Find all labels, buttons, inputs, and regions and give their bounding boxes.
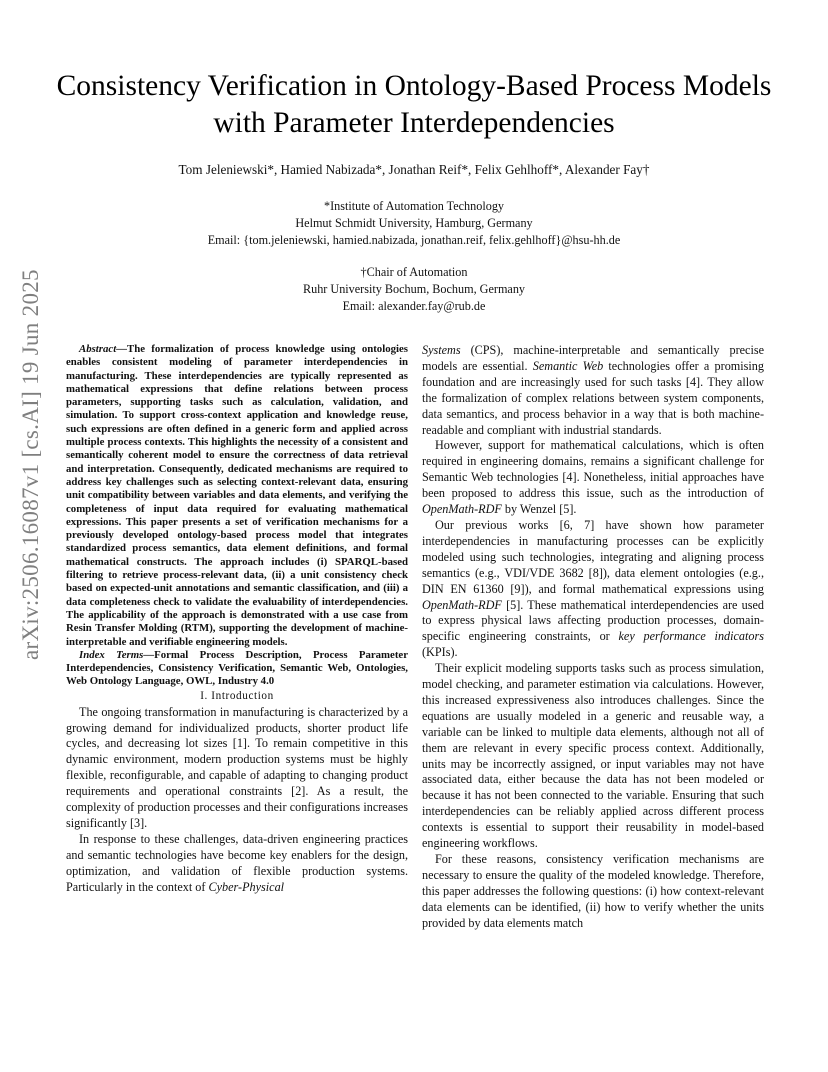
section-heading-introduction: I. Introduction xyxy=(200,689,274,702)
index-terms-label: Index Terms— xyxy=(79,648,155,661)
right-paragraph-1: Systems (CPS), machine-interpretable and semantically precise models are essential. Semantic Web technologies offer a promising foundation and are increasingly used for such tasks [4]. They allow the formalization of complex relations between system components, data semantics, and process behavior in a way that is both machine-readable and compliant with industrial standards. xyxy=(422,343,764,437)
affiliation-2-email: Email: alexander.fay@rub.de xyxy=(342,298,486,313)
right-paragraph-3: Our previous works [6, 7] have shown how parameter interdependencies in manufacturing processes can be explicitly modeled using such technologies, integrating and aligning process semantics (e.g., VDI/VDE 3682 [8]), data element ontologies (e.g., DIN EN 61360 [9]), and formal mathematical expressions using OpenMath-RDF [5]. These mathematical interdependencies are used to express physical laws affecting production processes, domain-specific engineering constraints, or key performance indicators (KPIs). xyxy=(422,517,764,660)
affiliation-1-email: Email: {tom.jeleniewski, hamied.nabizada, jonathan.reif, felix.gehlhoff}@hsu-hh.de xyxy=(207,232,621,247)
right-column xyxy=(422,343,764,932)
affiliation-2-chair: †Chair of Automation xyxy=(360,265,468,279)
affiliation-1-university: Helmut Schmidt University, Hamburg, Germany xyxy=(295,215,533,230)
paper-title: Consistency Verification in Ontology-Based Process Models with Parameter Interdependencies xyxy=(56,70,772,139)
left-column xyxy=(66,343,408,896)
abstract-label: Abstract— xyxy=(79,343,127,355)
author-list: Tom Jeleniewski*, Hamied Nabizada*, Jonathan Reif*, Felix Gehlhoff*, Alexander Fay† xyxy=(178,162,650,177)
right-paragraph-4: Their explicit modeling supports tasks such as process simulation, model checking, and parameter estimation via calculations. However, this increased expressiveness also introduces challenges. Since the equations are usually modeled in a generic and reusable way, a variable can be linked to multiple data elements, although not all of them are relevant in every specific process context. Additionally, units may be incorrectly assigned, or input variables may not have associated data, either because the data has not been modeled or because it has not been connected to the variable. Ensuring that such interdependencies can be reliably applied across different process contexts is essential to support their reusability in model-based engineering workflows. xyxy=(422,661,764,851)
right-paragraph-2: However, support for mathematical calculations, which is often required in engineering domains, remains a significant challenge for Semantic Web technologies [4]. Nonetheless, initial approaches have been proposed to address this issue, such as the introduction of OpenMath-RDF by Wenzel [5]. xyxy=(422,438,764,517)
arxiv-identifier: arXiv:2506.16087v1 [cs.AI] 19 Jun 2025 xyxy=(18,269,43,660)
index-terms-text: Formal Process Description, Process Parameter Interdependencies, Consistency Verification, Semantic Web, Ontologies, Web Ontology Language, OWL, Industry 4.0 xyxy=(66,648,408,688)
affiliation-1-institute: *Institute of Automation Technology xyxy=(323,199,505,213)
abstract xyxy=(66,343,408,689)
right-paragraph-5: For these reasons, consistency verification mechanisms are necessary to ensure the quality of the modeled knowledge. Therefore, this paper addresses the following questions: (i) how context-relevant data elements can be identified, (ii) how to verify whether the units provided by data elements match xyxy=(422,852,764,930)
intro-paragraph-2: In response to these challenges, data-driven engineering practices and semantic technologies have become key enablers for the design, optimization, and validation of flexible production systems. Particularly in the context of Cyber-Physical xyxy=(66,831,408,894)
affiliation-2 xyxy=(40,264,788,314)
affiliation-1 xyxy=(40,198,788,248)
affiliation-2-university: Ruhr University Bochum, Bochum, Germany xyxy=(302,281,526,296)
abstract-text: The formalization of process knowledge using ontologies enables consistent modeling of parameter interdependencies in manufacturing. These interdependencies are typically represented as mathematical expressions that define relations between process parameters, supporting tasks such as calculation, validation, and simulation. To support cross-context application and knowledge reuse, such expressions are often defined in a generic form and applied across multiple process contexts. This highlights the necessity of a consistent and semantically coherent model to ensure the correctness of data retrieval and interpretation. Consequently, dedicated mechanisms are required to address key challenges such as selecting context-relevant data, ensuring unit compatibility between variables and data elements, and verifying the completeness of input data required for evaluating mathematical expressions. This paper presents a set of verification mechanisms for a previously developed ontology-based process model that integrates standardized process semantics, data element definitions, and formal mathematical constructs. The approach includes (i) SPARQL-based filtering to retrieve process-relevant data, (ii) a unit consistency check based on expected-unit annotations and semantic classification, and (iii) a data completeness check to validate the evaluability of interdependencies. The applicability of the approach is demonstrated with a use case from Resin Transfer Molding (RTM), supporting the development of machine-interpretable and verifiable engineering models. xyxy=(66,343,408,648)
intro-paragraph-1: The ongoing transformation in manufacturing is characterized by a growing demand for individualized products, shorter product life cycles, and decreasing lot sizes [1]. To remain competitive in this dynamic environment, modern production systems must be highly flexible, reconfigurable, and capable of adapting to changing product requirements and operational constraints [2]. As a result, the complexity of production processes and their configurations increases significantly [3]. xyxy=(66,704,408,830)
